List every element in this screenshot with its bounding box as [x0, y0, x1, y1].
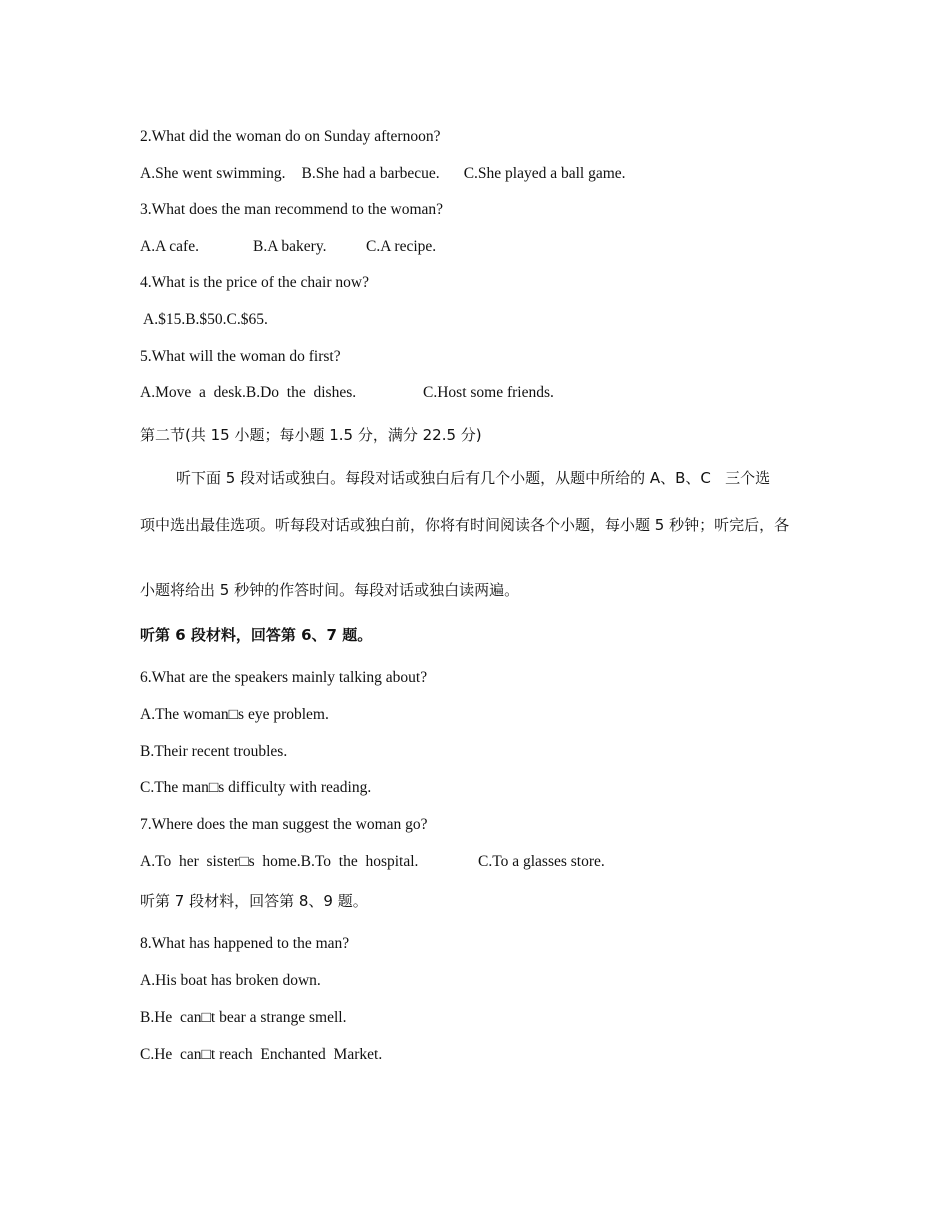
question-7: 7.Where does the man suggest the woman go? [140, 816, 428, 833]
q6-option-a: A.The woman□s eye problem. [140, 706, 329, 723]
q7-option-c: C.To a glasses store. [478, 853, 605, 870]
q2-option-a: A.She went swimming. [140, 165, 286, 182]
q7-option-ab: A.To her sister□s home.B.To the hospital. [140, 853, 419, 870]
question-3-options [140, 237, 436, 257]
material-7-heading: 听第 7 段材料，回答第 8、9 题。 [140, 892, 368, 910]
section-2-instructions-line-2: 项中选出最佳选项。听每段对话或独白前，你将有时间阅读各个小题，每小题 5 秒钟；听完后，各 [140, 516, 790, 534]
section-2-instructions-line-1: 听下面 5 段对话或独白。每段对话或独白后有几个小题，从题中所给的 A、B、C 三个选 [176, 469, 771, 487]
q3-option-a: A.A cafe. [140, 238, 199, 255]
question-4: 4.What is the price of the chair now? [140, 274, 369, 291]
q6-option-b: B.Their recent troubles. [140, 743, 288, 760]
question-2: 2.What did the woman do on Sunday afternoon? [140, 128, 441, 145]
q2-option-b: B.She had a barbecue. [301, 165, 440, 182]
section-2-title: 第二节(共 15 小题；每小题 1.5 分，满分 22.5 分) [140, 426, 482, 444]
q8-option-a: A.His boat has broken down. [140, 972, 321, 989]
q8-option-b: B.He can□t bear a strange smell. [140, 1009, 347, 1026]
question-3: 3.What does the man recommend to the woman? [140, 201, 444, 218]
q5-option-ab: A.Move a desk.B.Do the dishes. [140, 384, 357, 401]
q8-option-c: C.He can□t reach Enchanted Market. [140, 1046, 383, 1063]
q3-option-c: C.A recipe. [366, 238, 437, 255]
question-6: 6.What are the speakers mainly talking about? [140, 669, 428, 686]
question-5-options [140, 383, 554, 403]
question-8: 8.What has happened to the man? [140, 935, 350, 952]
section-2-instructions-line-3: 小题将给出 5 秒钟的作答时间。每段对话或独白读两遍。 [140, 581, 520, 599]
question-5: 5.What will the woman do first? [140, 348, 341, 365]
question-7-options [140, 852, 605, 872]
q5-option-c: C.Host some friends. [423, 384, 554, 401]
question-2-options [140, 164, 626, 184]
q6-option-c: C.The man□s difficulty with reading. [140, 779, 372, 796]
material-6-heading: 听第 6 段材料，回答第 6、7 题。 [140, 626, 373, 644]
question-4-options: A.$15.B.$50.C.$65. [140, 311, 268, 328]
q3-option-b: B.A bakery. [253, 238, 327, 255]
q2-option-c: C.She played a ball game. [463, 165, 626, 182]
